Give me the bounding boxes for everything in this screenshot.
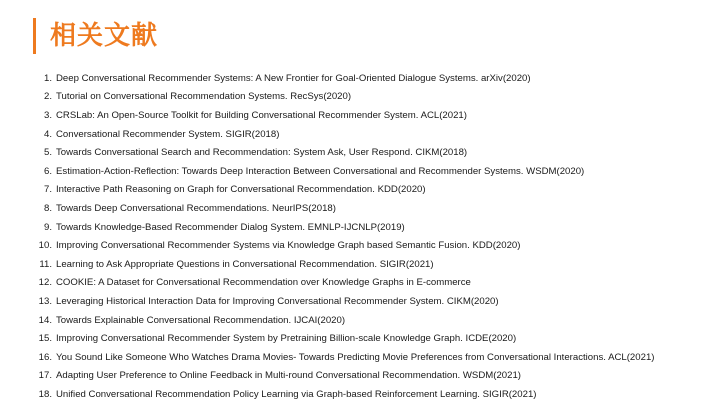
reference-item bbox=[34, 236, 714, 255]
reference-number: 9. bbox=[43, 221, 52, 233]
reference-number: 7. bbox=[43, 184, 52, 196]
reference-text: You Sound Like Someone Who Watches Drama Movies- Towards Predicting Movie Preferences from Conversational Interactions. ACL(2021) bbox=[56, 351, 655, 363]
reference-text: Improving Conversational Recommender System by Pretraining Billion-scale Knowledge Graph. ICDE(2020) bbox=[56, 333, 517, 345]
reference-list bbox=[34, 69, 714, 404]
reference-text: Interactive Path Reasoning on Graph for Conversational Recommendation. KDD(2020) bbox=[56, 184, 426, 196]
slide-title: 相关文献 bbox=[50, 21, 159, 51]
reference-item bbox=[34, 255, 714, 274]
reference-text: Estimation-Action-Reflection: Towards Deep Interaction Between Conversational and Recommender Systems. WSDM(2020) bbox=[56, 165, 585, 177]
reference-item bbox=[34, 162, 714, 181]
reference-number: 8. bbox=[43, 202, 52, 214]
reference-item bbox=[34, 292, 714, 311]
reference-item bbox=[34, 311, 714, 330]
reference-number: 1. bbox=[43, 72, 52, 84]
reference-item bbox=[34, 88, 714, 107]
reference-item bbox=[34, 199, 714, 218]
reference-number: 6. bbox=[43, 165, 52, 177]
reference-item bbox=[34, 125, 714, 144]
reference-item bbox=[34, 329, 714, 348]
reference-item bbox=[34, 143, 714, 162]
reference-number: 10. bbox=[38, 240, 52, 252]
reference-number: 15. bbox=[38, 333, 52, 345]
reference-number: 18. bbox=[38, 388, 52, 400]
reference-number: 5. bbox=[43, 147, 52, 159]
reference-number: 3. bbox=[43, 109, 52, 121]
reference-number: 14. bbox=[38, 314, 52, 326]
reference-number: 2. bbox=[43, 91, 52, 103]
reference-number: 17. bbox=[38, 370, 52, 382]
reference-number: 13. bbox=[38, 295, 52, 307]
reference-item bbox=[34, 348, 714, 367]
reference-text: Towards Explainable Conversational Recommendation. IJCAI(2020) bbox=[56, 314, 346, 326]
reference-number: 12. bbox=[38, 277, 52, 289]
reference-text: CRSLab: An Open-Source Toolkit for Building Conversational Recommender System. ACL(2021) bbox=[56, 109, 467, 121]
reference-number: 4. bbox=[43, 128, 52, 140]
reference-item bbox=[34, 367, 714, 386]
reference-item bbox=[34, 69, 714, 88]
title-accent-bar bbox=[33, 18, 36, 54]
reference-item bbox=[34, 181, 714, 200]
reference-text: Tutorial on Conversational Recommendation Systems. RecSys(2020) bbox=[56, 91, 352, 103]
reference-number: 11. bbox=[39, 258, 52, 270]
reference-text: Conversational Recommender System. SIGIR(2018) bbox=[56, 128, 280, 140]
reference-text: Learning to Ask Appropriate Questions in Conversational Recommendation. SIGIR(2021) bbox=[56, 258, 434, 270]
reference-text: Deep Conversational Recommender Systems: A New Frontier for Goal-Oriented Dialogue Systems. arXiv(2020) bbox=[56, 72, 531, 84]
reference-item bbox=[34, 385, 714, 404]
reference-text: Unified Conversational Recommendation Policy Learning via Graph-based Reinforcement Learning. SIGIR(2021) bbox=[56, 388, 537, 400]
reference-text: COOKIE: A Dataset for Conversational Recommendation over Knowledge Graphs in E-commerce bbox=[56, 277, 471, 289]
reference-text: Adapting User Preference to Online Feedback in Multi-round Conversational Recommendation. WSDM(2021) bbox=[56, 370, 521, 382]
reference-text: Towards Conversational Search and Recommendation: System Ask, User Respond. CIKM(2018) bbox=[56, 147, 468, 159]
reference-item bbox=[34, 106, 714, 125]
reference-item bbox=[34, 218, 714, 237]
reference-item bbox=[34, 274, 714, 293]
reference-text: Improving Conversational Recommender Systems via Knowledge Graph based Semantic Fusion. KDD(2020) bbox=[56, 240, 521, 252]
reference-text: Towards Knowledge-Based Recommender Dialog System. EMNLP-IJCNLP(2019) bbox=[56, 221, 405, 233]
reference-text: Leveraging Historical Interaction Data for Improving Conversational Recommender System. CIKM(2020) bbox=[56, 295, 499, 307]
reference-text: Towards Deep Conversational Recommendations. NeurIPS(2018) bbox=[56, 202, 336, 214]
reference-number: 16. bbox=[38, 351, 52, 363]
